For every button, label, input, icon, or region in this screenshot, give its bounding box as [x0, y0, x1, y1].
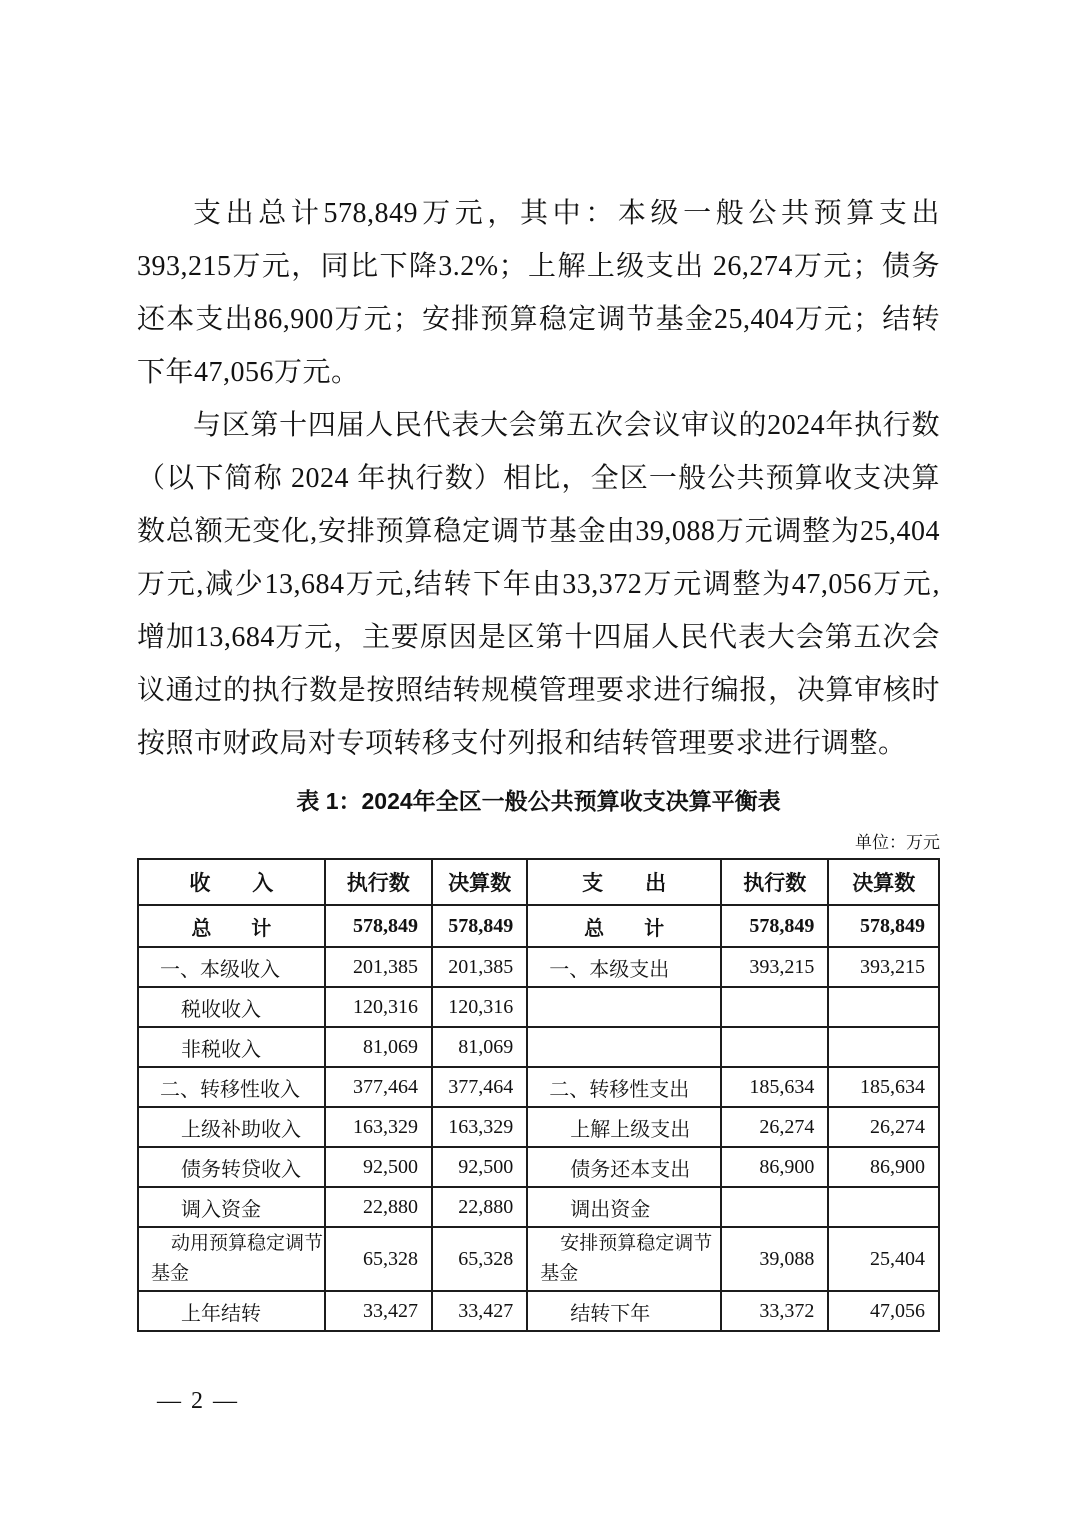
- body-paragraph-2: 与区第十四届人民代表大会第五次会议审议的2024年执行数（以下简称 2024 年执行数）相比，全区一般公共预算收支决算数总额无变化,安排预算稳定调节基金由39,088万元调整为25,404万元,减少13,684万元,结转下年由33,372万元调整为47,056万元,增加13,684万元，主要原因是区第十四届人民代表大会第五次会议通过的执行数是按照结转规模管理要求进行编报，决算审核时按照市财政局对专项转移支付列报和结转管理要求进行调整。: [137, 410, 940, 759]
- expense-final-cell: 578,849: [828, 905, 939, 947]
- expense-final-cell: 25,404: [828, 1227, 939, 1291]
- income-executed-cell: 201,385: [325, 947, 432, 987]
- income-executed-cell: 22,880: [325, 1187, 432, 1227]
- expense-item-cell: [527, 1027, 721, 1067]
- income-final-cell: 33,427: [432, 1291, 527, 1331]
- table-row-total: [138, 905, 939, 947]
- income-executed-cell: 65,328: [325, 1227, 432, 1291]
- income-item-cell: 一、本级收入: [138, 947, 325, 987]
- income-item-cell: 二、转移性收入: [138, 1067, 325, 1107]
- expense-item-cell: [527, 987, 721, 1027]
- expense-item-cell: 调出资金: [527, 1187, 721, 1227]
- expense-final-cell: 86,900: [828, 1147, 939, 1187]
- expense-executed-cell: [721, 987, 828, 1027]
- income-final-cell: 163,329: [432, 1107, 527, 1147]
- table-row: [138, 947, 939, 987]
- income-executed-cell: 377,464: [325, 1067, 432, 1107]
- expense-item-cell: 上解上级支出: [527, 1107, 721, 1147]
- income-item-cell: 总 计: [138, 905, 325, 947]
- header-executed: 执行数: [325, 859, 432, 905]
- income-item-cell: 动用预算稳定调节基金: [138, 1227, 325, 1291]
- income-final-cell: 120,316: [432, 987, 527, 1027]
- income-executed-cell: 120,316: [325, 987, 432, 1027]
- expense-final-cell: [828, 987, 939, 1027]
- expense-executed-cell: 39,088: [721, 1227, 828, 1291]
- expense-executed-cell: 393,215: [721, 947, 828, 987]
- budget-balance-table: [137, 858, 940, 1332]
- income-final-cell: 22,880: [432, 1187, 527, 1227]
- income-executed-cell: 33,427: [325, 1291, 432, 1331]
- income-final-cell: 92,500: [432, 1147, 527, 1187]
- income-final-cell: 578,849: [432, 905, 527, 947]
- income-executed-cell: 81,069: [325, 1027, 432, 1067]
- table-title: 表 1：2024年全区一般公共预算收支决算平衡表: [296, 788, 781, 814]
- income-final-cell: 201,385: [432, 947, 527, 987]
- expense-executed-cell: [721, 1187, 828, 1227]
- income-executed-cell: 163,329: [325, 1107, 432, 1147]
- unit-label: 单位：万元: [855, 833, 940, 852]
- expense-item-cell: 结转下年: [527, 1291, 721, 1331]
- expense-executed-cell: 86,900: [721, 1147, 828, 1187]
- expense-executed-cell: [721, 1027, 828, 1067]
- header-executed-2: 执行数: [721, 859, 828, 905]
- expense-item-cell: 安排预算稳定调节基金: [527, 1227, 721, 1291]
- income-final-cell: 377,464: [432, 1067, 527, 1107]
- expense-executed-cell: 33,372: [721, 1291, 828, 1331]
- header-expenditure: 支 出: [527, 859, 721, 905]
- table-row: [138, 1067, 939, 1107]
- income-item-cell: 调入资金: [138, 1187, 325, 1227]
- table-row: [138, 1291, 939, 1331]
- income-executed-cell: 92,500: [325, 1147, 432, 1187]
- table-row: [138, 1227, 939, 1291]
- expense-final-cell: 393,215: [828, 947, 939, 987]
- expense-final-cell: 26,274: [828, 1107, 939, 1147]
- expense-item-cell: 二、转移性支出: [527, 1067, 721, 1107]
- expense-executed-cell: 578,849: [721, 905, 828, 947]
- table-row: [138, 1147, 939, 1187]
- expense-executed-cell: 26,274: [721, 1107, 828, 1147]
- table-row: [138, 987, 939, 1027]
- expense-final-cell: 47,056: [828, 1291, 939, 1331]
- expense-final-cell: [828, 1027, 939, 1067]
- header-final-2: 决算数: [828, 859, 939, 905]
- income-item-cell: 上年结转: [138, 1291, 325, 1331]
- expense-final-cell: [828, 1187, 939, 1227]
- expense-item-cell: 债务还本支出: [527, 1147, 721, 1187]
- expense-item-cell: 总 计: [527, 905, 721, 947]
- income-item-cell: 非税收入: [138, 1027, 325, 1067]
- table-header-row: [138, 859, 939, 905]
- expense-final-cell: 185,634: [828, 1067, 939, 1107]
- table-row: [138, 1027, 939, 1067]
- income-final-cell: 81,069: [432, 1027, 527, 1067]
- header-income: 收 入: [138, 859, 325, 905]
- income-item-cell: 上级补助收入: [138, 1107, 325, 1147]
- income-item-cell: 税收收入: [138, 987, 325, 1027]
- expense-executed-cell: 185,634: [721, 1067, 828, 1107]
- page-number: — 2 —: [157, 1388, 239, 1414]
- income-final-cell: 65,328: [432, 1227, 527, 1291]
- expense-item-cell: 一、本级支出: [527, 947, 721, 987]
- header-final: 决算数: [432, 859, 527, 905]
- income-executed-cell: 578,849: [325, 905, 432, 947]
- table-row: [138, 1187, 939, 1227]
- table-row: [138, 1107, 939, 1147]
- income-item-cell: 债务转贷收入: [138, 1147, 325, 1187]
- body-paragraph-1: 支出总计578,849万元，其中：本级一般公共预算支出393,215万元，同比下降3.2%；上解上级支出 26,274万元；债务还本支出86,900万元；安排预算稳定调节基金25,404万元；结转下年47,056万元。: [137, 198, 940, 388]
